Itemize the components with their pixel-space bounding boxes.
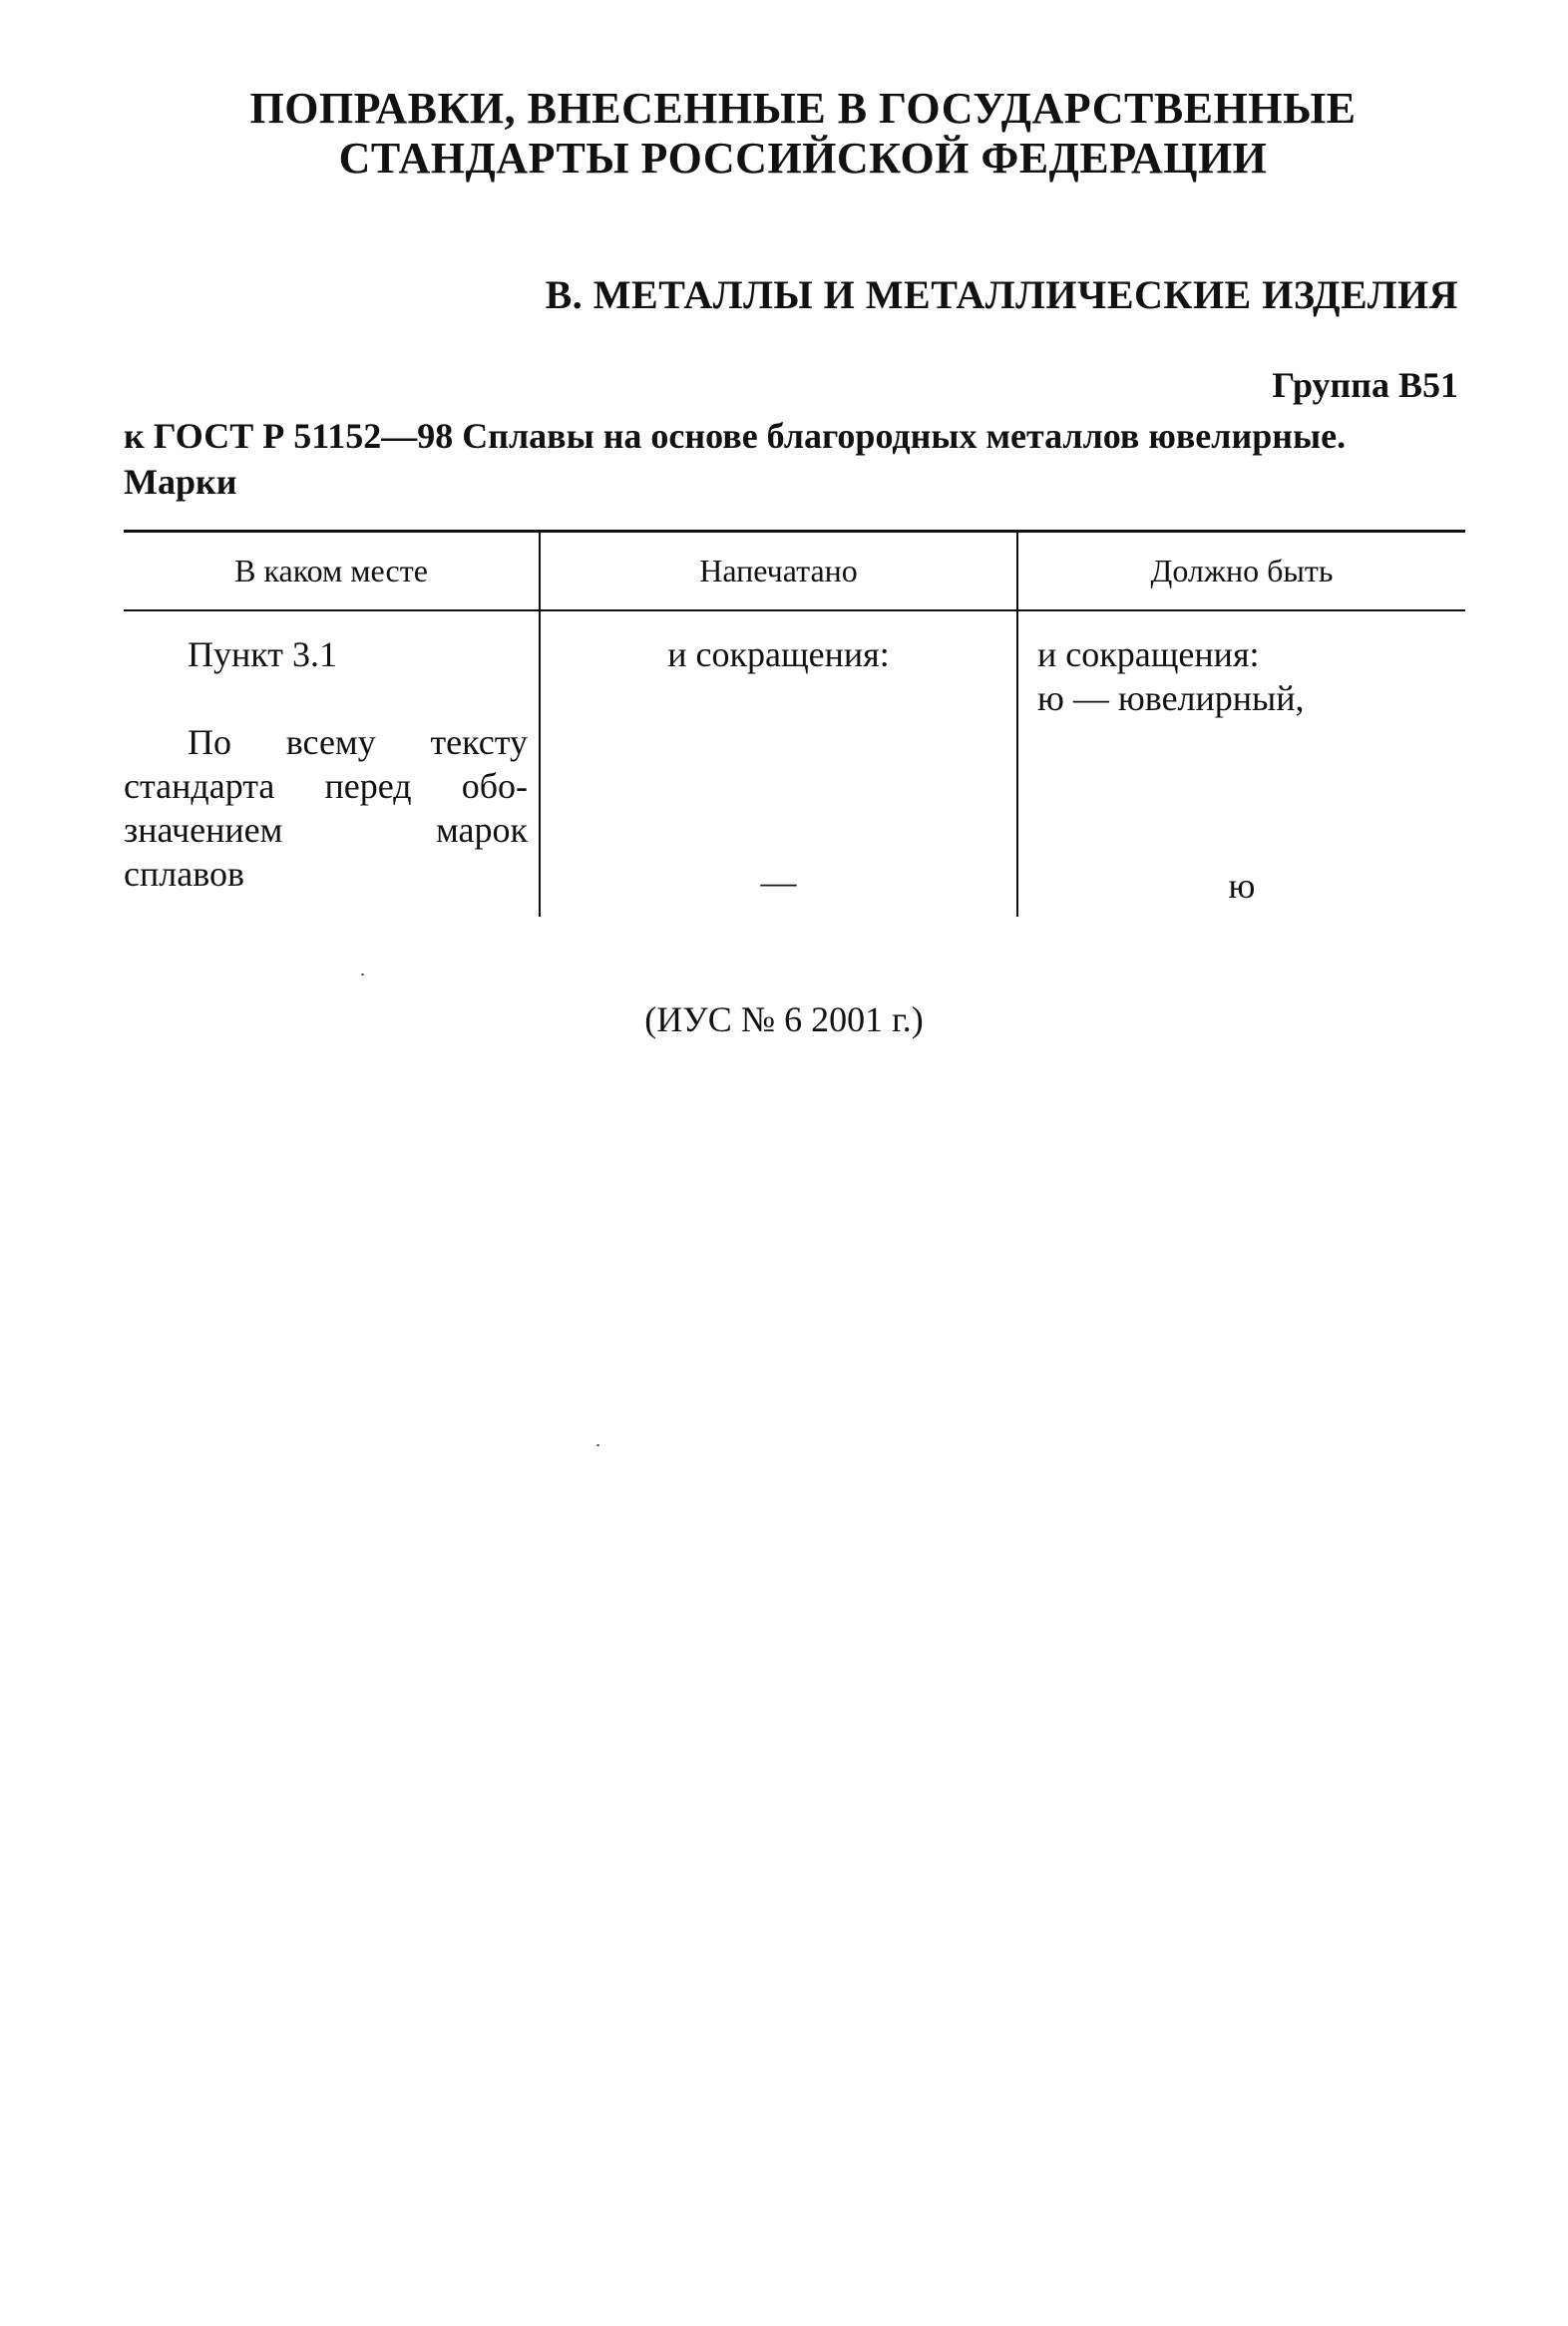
standard-title-line-2: Марки (124, 462, 237, 502)
row-1-printed: и сокращения: (667, 634, 890, 674)
row-2-where-line-1: По всему тексту (188, 722, 528, 762)
main-title-line-1: ПОПРАВКИ, ВНЕСЕННЫЕ В ГОСУДАРСТВЕННЫЕ (249, 84, 1357, 133)
table-top-rule (124, 530, 1465, 533)
row-2-where-line-3: значением марок (124, 810, 528, 850)
column-header-should-be: Должно быть (1150, 553, 1334, 588)
source-reference: (ИУС № 6 2001 г.) (644, 999, 924, 1039)
section-title: В. МЕТАЛЛЫ И МЕТАЛЛИЧЕСКИЕ ИЗДЕЛИЯ (545, 272, 1458, 317)
column-header-printed: Напечатано (699, 553, 858, 588)
main-title-line-2: СТАНДАРТЫ РОССИЙСКОЙ ФЕДЕРАЦИИ (338, 134, 1268, 183)
row-2-printed: — (760, 862, 797, 902)
row-1-should-be (1037, 632, 1305, 720)
row-2-where-line-2: стандарта перед обо- (124, 766, 528, 806)
standard-title (124, 413, 1465, 505)
standard-title-line-1: к ГОСТ Р 51152—98 Сплавы на основе благородных металлов ювелирные. (124, 416, 1347, 456)
table-header-rule (124, 609, 1465, 611)
column-header-where: В каком месте (234, 553, 428, 588)
row-1-where: Пункт 3.1 (188, 634, 338, 674)
scan-speck (361, 973, 364, 975)
scan-speck (596, 1444, 599, 1446)
row-1-should-be-line-2: ю — ювелирный, (1037, 678, 1305, 718)
row-2-should-be: ю (1228, 866, 1256, 906)
row-1-should-be-line-1: и сокращения: (1037, 634, 1260, 674)
row-2-where (124, 720, 528, 896)
main-title (120, 84, 1486, 184)
group-code: Группа В51 (1272, 365, 1458, 405)
row-2-where-line-4: сплавов (124, 854, 244, 894)
